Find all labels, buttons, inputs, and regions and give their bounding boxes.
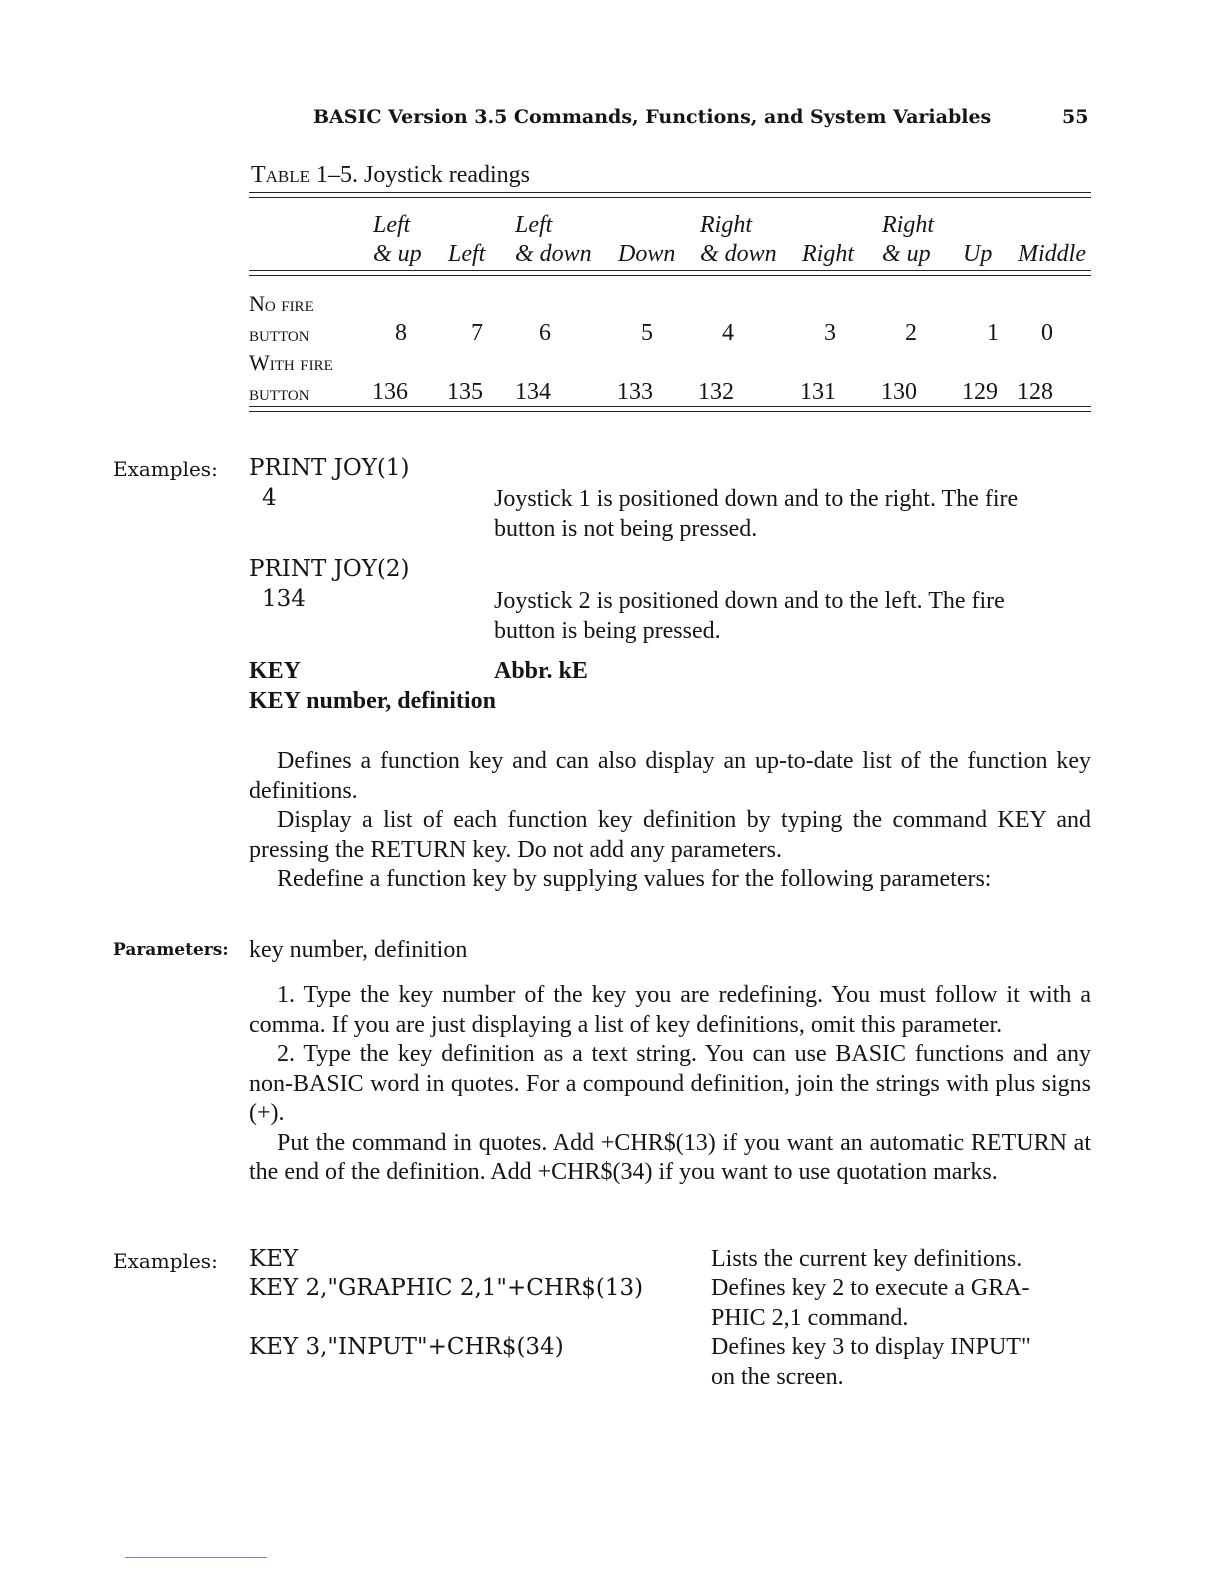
- example-command: KEY 3,"INPUT"+CHR$(34): [249, 1334, 564, 1360]
- example-command: KEY 2,"GRAPHIC 2,1"+CHR$(13): [249, 1275, 644, 1301]
- keyword-description: [249, 747, 1091, 895]
- page-number: 55: [1062, 106, 1089, 128]
- table-bottom-rule-2: [249, 411, 1091, 412]
- examples-label: Examples:: [113, 1249, 218, 1273]
- example-command: PRINT JOY(2): [249, 556, 410, 582]
- row-label-no-fire-button: button: [249, 321, 310, 346]
- table-cell: 4: [722, 320, 734, 346]
- example-output: 134: [262, 586, 306, 612]
- table-bottom-rule: [249, 406, 1091, 407]
- row-label-no-fire: No fire: [249, 291, 314, 316]
- table-cell: 6: [539, 320, 551, 346]
- table-caption-text: 1–5. Joystick readings: [310, 162, 531, 188]
- example-description: Joystick 1 is positioned down and to the right. The fire button is not being pressed.: [494, 486, 1019, 542]
- column-header-right-down: Right & down: [700, 212, 777, 267]
- example-command: PRINT JOY(1): [249, 455, 410, 481]
- table-cell: 5: [641, 320, 653, 346]
- column-header-right: Right: [802, 241, 854, 267]
- table-cell: 136: [372, 379, 408, 405]
- parameter-item: 1. Type the key number of the key you are redefining. You must follow it with a comma. If you are just displaying a list of key definitions, omit this parameter.: [249, 982, 1091, 1038]
- paragraph: Redefine a function key by supplying values for the following parameters:: [277, 866, 992, 892]
- paragraph: Defines a function key and can also display an up-to-date list of the function key definitions.: [249, 748, 1091, 804]
- table-cell: 2: [905, 320, 917, 346]
- table-header-rule-2: [249, 275, 1091, 276]
- parameters-text: key number, definition: [249, 937, 468, 963]
- table-cell: 1: [987, 320, 999, 346]
- column-header-middle: Middle: [1018, 241, 1086, 267]
- table-cell: 134: [515, 379, 551, 405]
- parameter-item: Put the command in quotes. Add +CHR$(13) if you want an automatic RETURN at the end of the definition. Add +CHR$(34) if you want to use quotation marks.: [249, 1129, 1091, 1185]
- table-cell: 3: [824, 320, 836, 346]
- table-cell: 130: [881, 379, 917, 405]
- table-cell: 8: [395, 320, 407, 346]
- column-header-right-up: Right & up: [882, 212, 934, 267]
- footer-line: [125, 1557, 267, 1558]
- table-caption: [251, 162, 530, 189]
- parameters-label: Parameters:: [113, 940, 229, 960]
- examples-label: Examples:: [113, 457, 218, 481]
- example-description: Lists the current key definitions.: [711, 1246, 1023, 1272]
- column-header-down: Down: [618, 241, 676, 267]
- example-command: KEY: [249, 1246, 299, 1272]
- parameter-item: 2. Type the key definition as a text string. You can use BASIC functions and any non-BASIC word in quotes. For a compound definition, join the strings with plus signs (+).: [249, 1041, 1091, 1126]
- parameters-list: [249, 981, 1091, 1188]
- keyword-syntax: KEY number, definition: [249, 688, 496, 714]
- example-description: Defines key 2 to execute a GRA- PHIC 2,1 command.: [711, 1275, 1030, 1331]
- table-cell: 135: [447, 379, 483, 405]
- example-description: Defines key 3 to display INPUT" on the screen.: [711, 1334, 1031, 1390]
- example-output: 4: [262, 485, 277, 511]
- running-title: BASIC Version 3.5 Commands, Functions, and System Variables: [313, 106, 992, 128]
- table-top-rule: [249, 192, 1091, 193]
- example-description: Joystick 2 is positioned down and to the left. The fire button is being pressed.: [494, 588, 1005, 644]
- keyword-abbreviation: Abbr. kE: [494, 658, 588, 684]
- column-header-up: Up: [963, 241, 993, 267]
- table-caption-label: Table: [251, 162, 311, 188]
- row-label-with-fire-button: button: [249, 380, 310, 405]
- table-cell: 7: [471, 320, 483, 346]
- keyword-name: KEY: [249, 658, 302, 684]
- table-cell: 132: [698, 379, 734, 405]
- table-cell: 131: [800, 379, 836, 405]
- column-header-left-up: Left & up: [373, 212, 422, 267]
- table-cell: 133: [617, 379, 653, 405]
- paragraph: Display a list of each function key definition by typing the command KEY and pressing the RETURN key. Do not add any parameters.: [249, 807, 1091, 863]
- table-header-rule: [249, 270, 1091, 271]
- column-header-left: Left: [448, 241, 486, 267]
- table-cell: 129: [962, 379, 998, 405]
- table-cell: 0: [1041, 320, 1053, 346]
- row-label-with-fire: With fire: [249, 350, 333, 375]
- table-cell: 128: [1017, 379, 1053, 405]
- table-top-rule-2: [249, 197, 1091, 198]
- column-header-left-down: Left & down: [515, 212, 592, 267]
